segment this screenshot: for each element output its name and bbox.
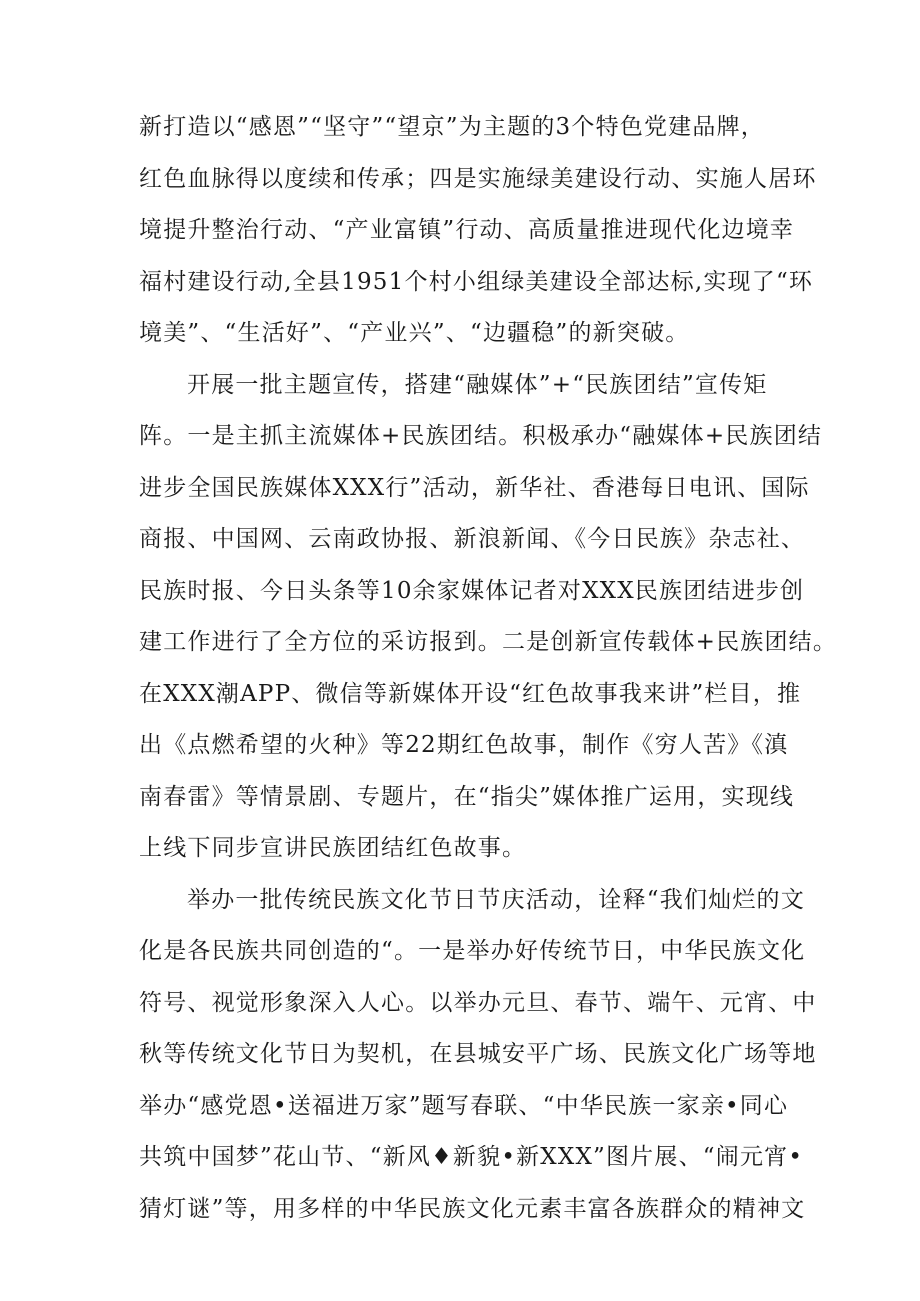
paragraph-line: 举办“感党恩•送福进万家”题写春联、“中华民族一家亲•同心 (139, 1092, 789, 1119)
paragraph-line: 秋等传统文化节日为契机，在县城安平广场、民族文化广场等地 (139, 1041, 817, 1067)
paragraph-line: 化是各民族共同创造的“。一是举办好传统节日，中华民族文化 (139, 938, 806, 964)
paragraph-line: 民族时报、今日头条等10余家媒体记者对XXX民族团结进步创 (139, 577, 805, 604)
paragraph-line: 举办一批传统民族文化节日节庆活动，诠释“我们灿烂的文 (187, 886, 805, 913)
paragraph-line: 福村建设行动,全县1951个村小组绿美建设全部达标,实现了“环 (139, 268, 814, 295)
paragraph-2 (139, 360, 838, 875)
paragraph-1 (139, 102, 817, 360)
paragraph-line: 商报、中国网、云南政协报、新浪新闻、《今日民族》杂志社、 (139, 526, 806, 552)
paragraph-line: 上线下同步宣讲民族团结红色故事。 (139, 835, 527, 861)
paragraph-line: 阵。一是主抓主流媒体+民族团结。积极承办“融媒体+民族团结 (139, 423, 823, 449)
paragraph-line: 红色血脉得以度续和传承；四是实施绿美建设行动、实施人居环 (139, 165, 817, 192)
paragraph-line: 符号、视觉形象深入人心。以举办元旦、春节、端午、元宵、中 (139, 989, 817, 1016)
paragraph-line: 建工作进行了全方位的采访报到。二是创新宣传载体+民族团结。 (139, 629, 838, 655)
paragraph-3 (139, 875, 817, 1236)
document-body (139, 102, 838, 1235)
paragraph-line: 境美”、“生活好”、“产业兴”、“边疆稳”的新突破。 (139, 320, 690, 346)
paragraph-line: 开展一批主题宣传，搭建“融媒体”+“民族团结”宣传矩 (187, 371, 768, 398)
paragraph-line: 进步全国民族媒体XXX行”活动，新华社、香港每日电讯、国际 (139, 474, 810, 501)
paragraph-line: 在XXX潮APP、微信等新媒体开设“红色故事我来讲”栏目，推 (139, 680, 802, 707)
paragraph-line: 共筑中国梦”花山节、“新风♦新貌•新XXX”图片展、“闹元宵• (139, 1144, 804, 1170)
paragraph-line: 南春雷》等情景剧、专题片，在“指尖”媒体推广运用，实现线 (139, 783, 795, 810)
paragraph-line: 出《点燃希望的火种》等22期红色故事，制作《穷人苦》《滇 (139, 732, 789, 758)
paragraph-line: 新打造以“感恩”“坚守”“望京”为主题的3个特色党建品牌， (139, 114, 765, 140)
paragraph-line: 境提升整治行动、“产业富镇”行动、高质量推进现代化边境幸 (139, 217, 795, 243)
paragraph-line: 猜灯谜”等，用多样的中华民族文化元素丰富各族群众的精神文 (139, 1195, 806, 1222)
